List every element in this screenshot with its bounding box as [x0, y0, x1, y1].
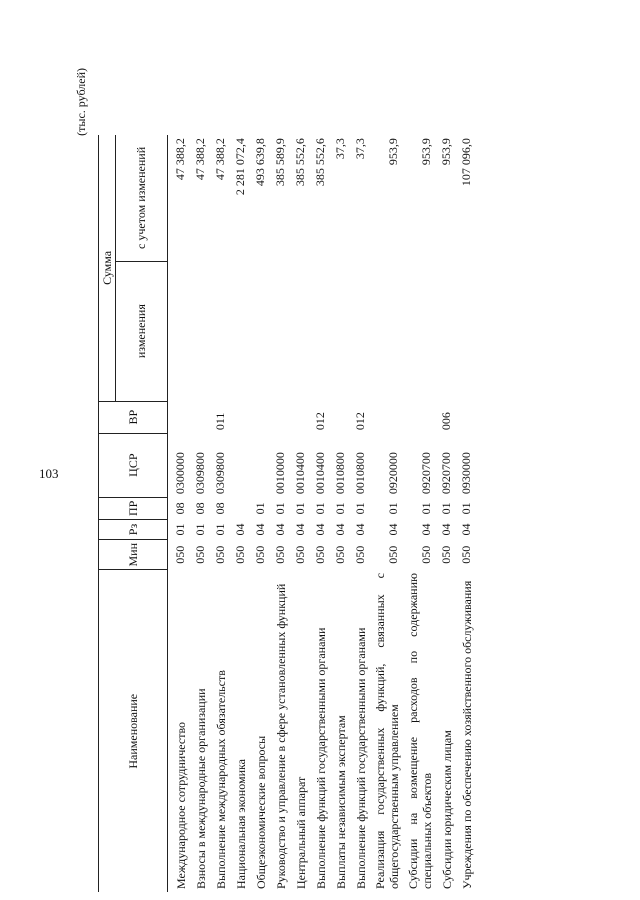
row-name: Выполнение функций государственными органами [354, 627, 368, 889]
row-csr [228, 433, 248, 497]
row-vr [168, 401, 189, 433]
header-sum: Сумма [99, 135, 116, 401]
row-name: Руководство и управление в сфере установленных функций [274, 583, 288, 889]
row-min: 050 [313, 545, 327, 564]
row-vr [188, 401, 208, 433]
row-csr: 0010000 [273, 452, 287, 495]
row-change [368, 261, 401, 401]
budget-table [98, 135, 474, 892]
row-min: 050 [173, 545, 187, 564]
row-csr: 0010400 [313, 452, 327, 495]
row-change [248, 261, 268, 401]
row-pr: 01 [313, 502, 327, 515]
row-vr: 012 [313, 412, 327, 431]
row-rz: 04 [419, 523, 433, 536]
row-min: 050 [439, 545, 453, 564]
row-pr: 01 [253, 502, 267, 515]
row-min: 050 [419, 545, 433, 564]
row-rz: 04 [233, 523, 247, 536]
row-csr: 0930000 [459, 452, 473, 495]
table-row [268, 135, 288, 892]
header-vr: ВР [99, 401, 168, 433]
row-vr: 012 [353, 412, 367, 431]
table-row [208, 135, 228, 892]
row-min: 050 [459, 545, 473, 564]
row-vr [454, 401, 474, 433]
row-change [168, 261, 189, 401]
row-rz: 01 [213, 523, 227, 536]
row-total: 953,9 [419, 138, 433, 166]
table-row [188, 135, 208, 892]
row-change [308, 261, 328, 401]
row-rz: 01 [193, 523, 207, 536]
row-csr: 0920700 [439, 452, 453, 495]
row-rz: 04 [313, 523, 327, 536]
row-change [268, 261, 288, 401]
row-rz: 04 [333, 523, 347, 536]
row-vr: 006 [439, 412, 453, 431]
row-change [188, 261, 208, 401]
header-changes: изменения [116, 261, 168, 401]
row-name: Национальная экономика [234, 759, 248, 889]
row-min: 050 [293, 545, 307, 564]
row-rz: 04 [293, 523, 307, 536]
table-row [328, 135, 348, 892]
row-change [348, 261, 368, 401]
row-name: Выполнение функций государственными органами [314, 627, 328, 889]
row-change [228, 261, 248, 401]
table-row [401, 135, 434, 892]
header-min: Мин [99, 539, 168, 570]
row-vr [228, 401, 248, 433]
row-rz: 04 [439, 523, 453, 536]
row-change [401, 261, 434, 401]
row-min: 050 [233, 545, 247, 564]
row-total: 47 388,2 [173, 138, 187, 181]
page-number: 103 [39, 466, 59, 481]
row-min: 050 [353, 545, 367, 564]
row-min: 050 [213, 545, 227, 564]
row-change [454, 261, 474, 401]
row-total: 47 388,2 [213, 138, 227, 181]
header-csr: ЦСР [99, 433, 168, 497]
row-csr: 0920000 [386, 452, 400, 495]
row-min: 050 [193, 545, 207, 564]
row-change [434, 261, 454, 401]
table-row [248, 135, 268, 892]
table-row [368, 135, 401, 892]
row-rz: 01 [173, 523, 187, 536]
row-min: 050 [333, 545, 347, 564]
row-vr [401, 401, 434, 433]
rotated-page-content [0, 40, 640, 900]
row-name: Субсидии на возмещение расходов по содержанию специальных объектов [406, 573, 434, 889]
row-total: 385 552,6 [293, 138, 307, 187]
row-pr: 01 [333, 502, 347, 515]
row-name: Центральный аппарат [294, 776, 308, 889]
table-row [168, 135, 189, 892]
row-vr [288, 401, 308, 433]
table-row [288, 135, 308, 892]
row-name: Выполнение международных обязательств [214, 670, 228, 889]
row-total: 493 639,8 [253, 138, 267, 187]
row-csr: 0010800 [333, 452, 347, 495]
row-csr: 0920700 [419, 452, 433, 495]
row-name: Общеэкономические вопросы [254, 735, 268, 889]
header-name: Наименование [99, 570, 168, 892]
row-rz: 04 [353, 523, 367, 536]
row-total: 953,9 [386, 138, 400, 166]
row-total: 2 281 072,4 [233, 138, 247, 196]
row-pr: 01 [459, 502, 473, 515]
row-pr [228, 497, 248, 519]
row-name: Взносы в международные организации [194, 688, 208, 889]
row-pr: 08 [173, 502, 187, 515]
table-header-row-1 [99, 135, 116, 892]
row-total: 37,3 [333, 138, 347, 160]
row-rz: 04 [386, 523, 400, 536]
row-csr [248, 433, 268, 497]
row-rz: 04 [459, 523, 473, 536]
row-total: 37,3 [353, 138, 367, 160]
row-pr: 08 [213, 502, 227, 515]
row-pr: 01 [419, 502, 433, 515]
row-min: 050 [386, 545, 400, 564]
row-pr: 01 [273, 502, 287, 515]
row-vr [368, 401, 401, 433]
units-caption: (тыс. рублей) [74, 68, 88, 136]
row-change [288, 261, 308, 401]
row-change [328, 261, 348, 401]
row-name: Субсидии юридическим лицам [440, 730, 454, 889]
row-vr [248, 401, 268, 433]
row-total: 47 388,2 [193, 138, 207, 181]
table-row [348, 135, 368, 892]
row-name: Реализация государственных функций, связанных с общегосударственным управлением [373, 573, 401, 889]
row-total: 953,9 [439, 138, 453, 166]
row-vr [328, 401, 348, 433]
header-with-changes: с учетом изменений [116, 135, 168, 261]
row-change [208, 261, 228, 401]
row-vr: 011 [213, 412, 227, 431]
row-rz: 04 [253, 523, 267, 536]
row-csr: 0309800 [193, 452, 207, 495]
row-min: 050 [253, 545, 267, 564]
row-total: 385 552,6 [313, 138, 327, 187]
table-row [434, 135, 454, 892]
table-row [308, 135, 328, 892]
table-row [454, 135, 474, 892]
row-rz: 04 [273, 523, 287, 536]
row-vr [268, 401, 288, 433]
row-min: 050 [273, 545, 287, 564]
row-name: Выплаты независимым экспертам [334, 715, 348, 889]
row-pr: 01 [386, 502, 400, 515]
row-csr: 0309800 [213, 452, 227, 495]
row-total: 107 096,0 [459, 138, 473, 187]
row-pr: 01 [353, 502, 367, 515]
row-name: Международное сотрудничество [174, 721, 188, 889]
header-rz: Рз [99, 519, 168, 539]
row-name: Учреждения по обеспечению хозяйственного обслуживания [460, 580, 474, 889]
row-total: 385 589,9 [273, 138, 287, 187]
row-pr: 08 [193, 502, 207, 515]
row-pr: 01 [439, 502, 453, 515]
row-pr: 01 [293, 502, 307, 515]
row-csr: 0010800 [353, 452, 367, 495]
header-pr: ПР [99, 497, 168, 519]
row-csr: 0300000 [173, 452, 187, 495]
table-row [228, 135, 248, 892]
row-csr: 0010400 [293, 452, 307, 495]
